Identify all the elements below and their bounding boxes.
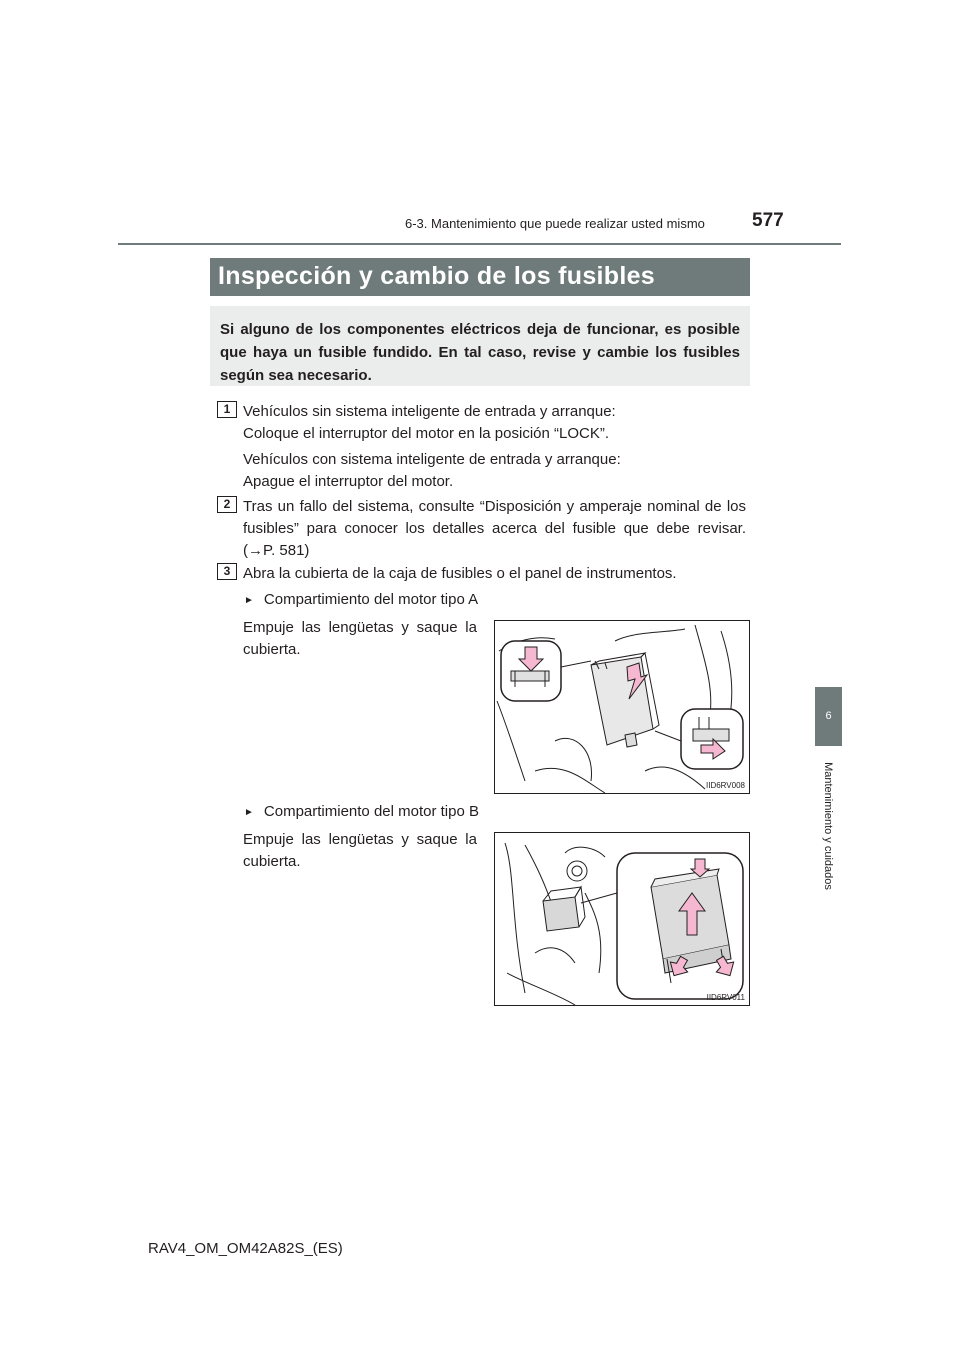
compartment-b-title: Compartimiento del motor tipo B — [263, 803, 479, 820]
step-2-text: Tras un fallo del sistema, consulte “Disposición y amperaje nominal de los fusibles” para conocer los detalles acerca del fusible que debe revisar. (→P. 581) — [243, 498, 746, 559]
compartment-a-title: Compartimiento del motor tipo A — [263, 591, 479, 608]
step-2-badge: 2 — [217, 496, 237, 513]
step-3-badge: 3 — [217, 563, 237, 580]
compartment-b-title-row — [244, 801, 479, 824]
chapter-tab-label: Mantenimiento y cuidados — [822, 762, 834, 890]
fuse-box-a-illustration — [495, 621, 750, 794]
figure-b-code: IID6RV011 — [706, 993, 745, 1002]
compartment-a-instruction: Empuje las lengüetas y saque la cubierta. — [243, 619, 477, 658]
compartment-a-title-row — [244, 589, 478, 612]
step-1-badge: 1 — [217, 401, 237, 418]
intro-box — [210, 306, 750, 386]
bullet-arrow-icon: ► — [244, 595, 254, 606]
figure-engine-compartment-a — [494, 620, 750, 794]
header-rule — [118, 243, 841, 245]
bullet-arrow-icon: ► — [244, 807, 254, 818]
figure-engine-compartment-b — [494, 832, 750, 1006]
chapter-tab: 6 — [815, 687, 842, 746]
compartment-b-instruction: Empuje las lengüetas y saque la cubierta. — [243, 831, 477, 870]
step-3-text: Abra la cubierta de la caja de fusibles o el panel de instrumentos. — [243, 565, 677, 582]
step-1-line-3: Vehículos con sistema inteligente de entrada y arranque: — [243, 451, 621, 468]
section-title-bar — [210, 258, 750, 296]
intro-text: Si alguno de los componentes eléctricos deja de funcionar, es posible que haya un fusible fundido. En tal caso, revise y cambie los fusibles según sea necesario. — [220, 321, 740, 384]
step-1-line-4: Apague el interruptor del motor. — [243, 473, 454, 490]
figure-a-code: IID6RV008 — [706, 781, 745, 790]
section-title: Inspección y cambio de los fusibles — [218, 262, 656, 290]
running-header: 6-3. Mantenimiento que puede realizar usted mismo — [405, 216, 705, 231]
page-number: 577 — [752, 210, 784, 231]
step-1-line-2: Coloque el interruptor del motor en la posición “LOCK”. — [243, 425, 610, 442]
step-1-line-1: Vehículos sin sistema inteligente de entrada y arranque: — [243, 403, 616, 420]
footer-document-code: RAV4_OM_OM42A82S_(ES) — [148, 1240, 343, 1257]
fuse-box-b-illustration — [495, 833, 750, 1006]
